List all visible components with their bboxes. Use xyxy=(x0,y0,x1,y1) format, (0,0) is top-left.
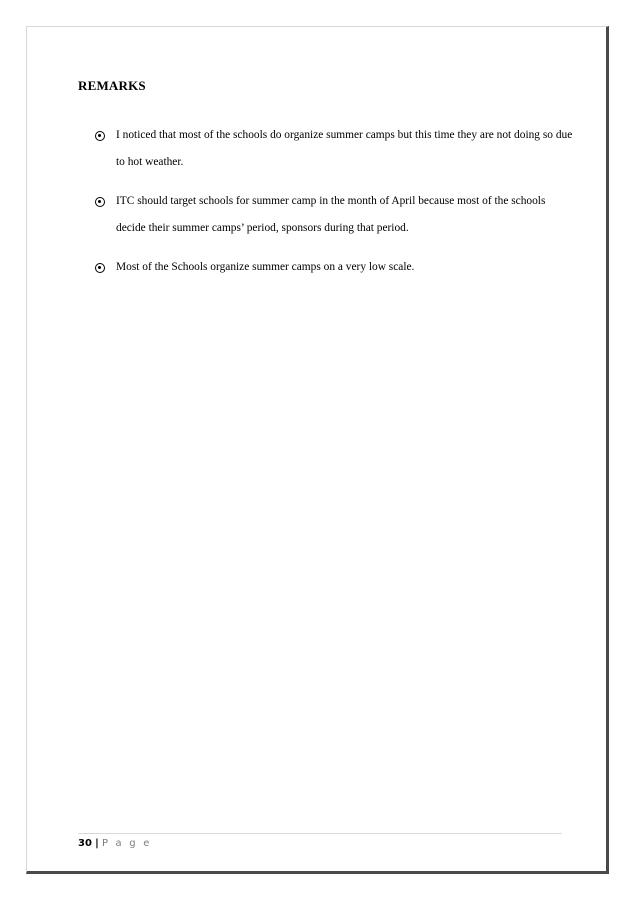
footer-divider xyxy=(78,833,562,834)
remark-text: Most of the Schools organize summer camps on a very low scale. xyxy=(116,261,415,273)
circled-dot-bullet-icon xyxy=(95,197,105,207)
remarks-list xyxy=(95,122,575,293)
remark-item xyxy=(95,188,575,242)
remark-text: I noticed that most of the schools do organize summer camps but this time they are not doing so due to hot weather. xyxy=(116,129,573,168)
page-footer xyxy=(78,838,152,849)
circled-dot-bullet-icon xyxy=(95,263,105,273)
circled-dot-bullet-icon xyxy=(95,131,105,141)
footer-separator: | xyxy=(95,838,99,849)
remark-item xyxy=(95,122,575,176)
section-heading: REMARKS xyxy=(78,78,146,93)
page-label: P a g e xyxy=(101,838,152,849)
page-number: 30 xyxy=(78,838,92,849)
remark-item xyxy=(95,254,575,281)
remark-text: ITC should target schools for summer camp in the month of April because most of the schools decide their summer camps’ period, sponsors during that period. xyxy=(116,195,546,234)
